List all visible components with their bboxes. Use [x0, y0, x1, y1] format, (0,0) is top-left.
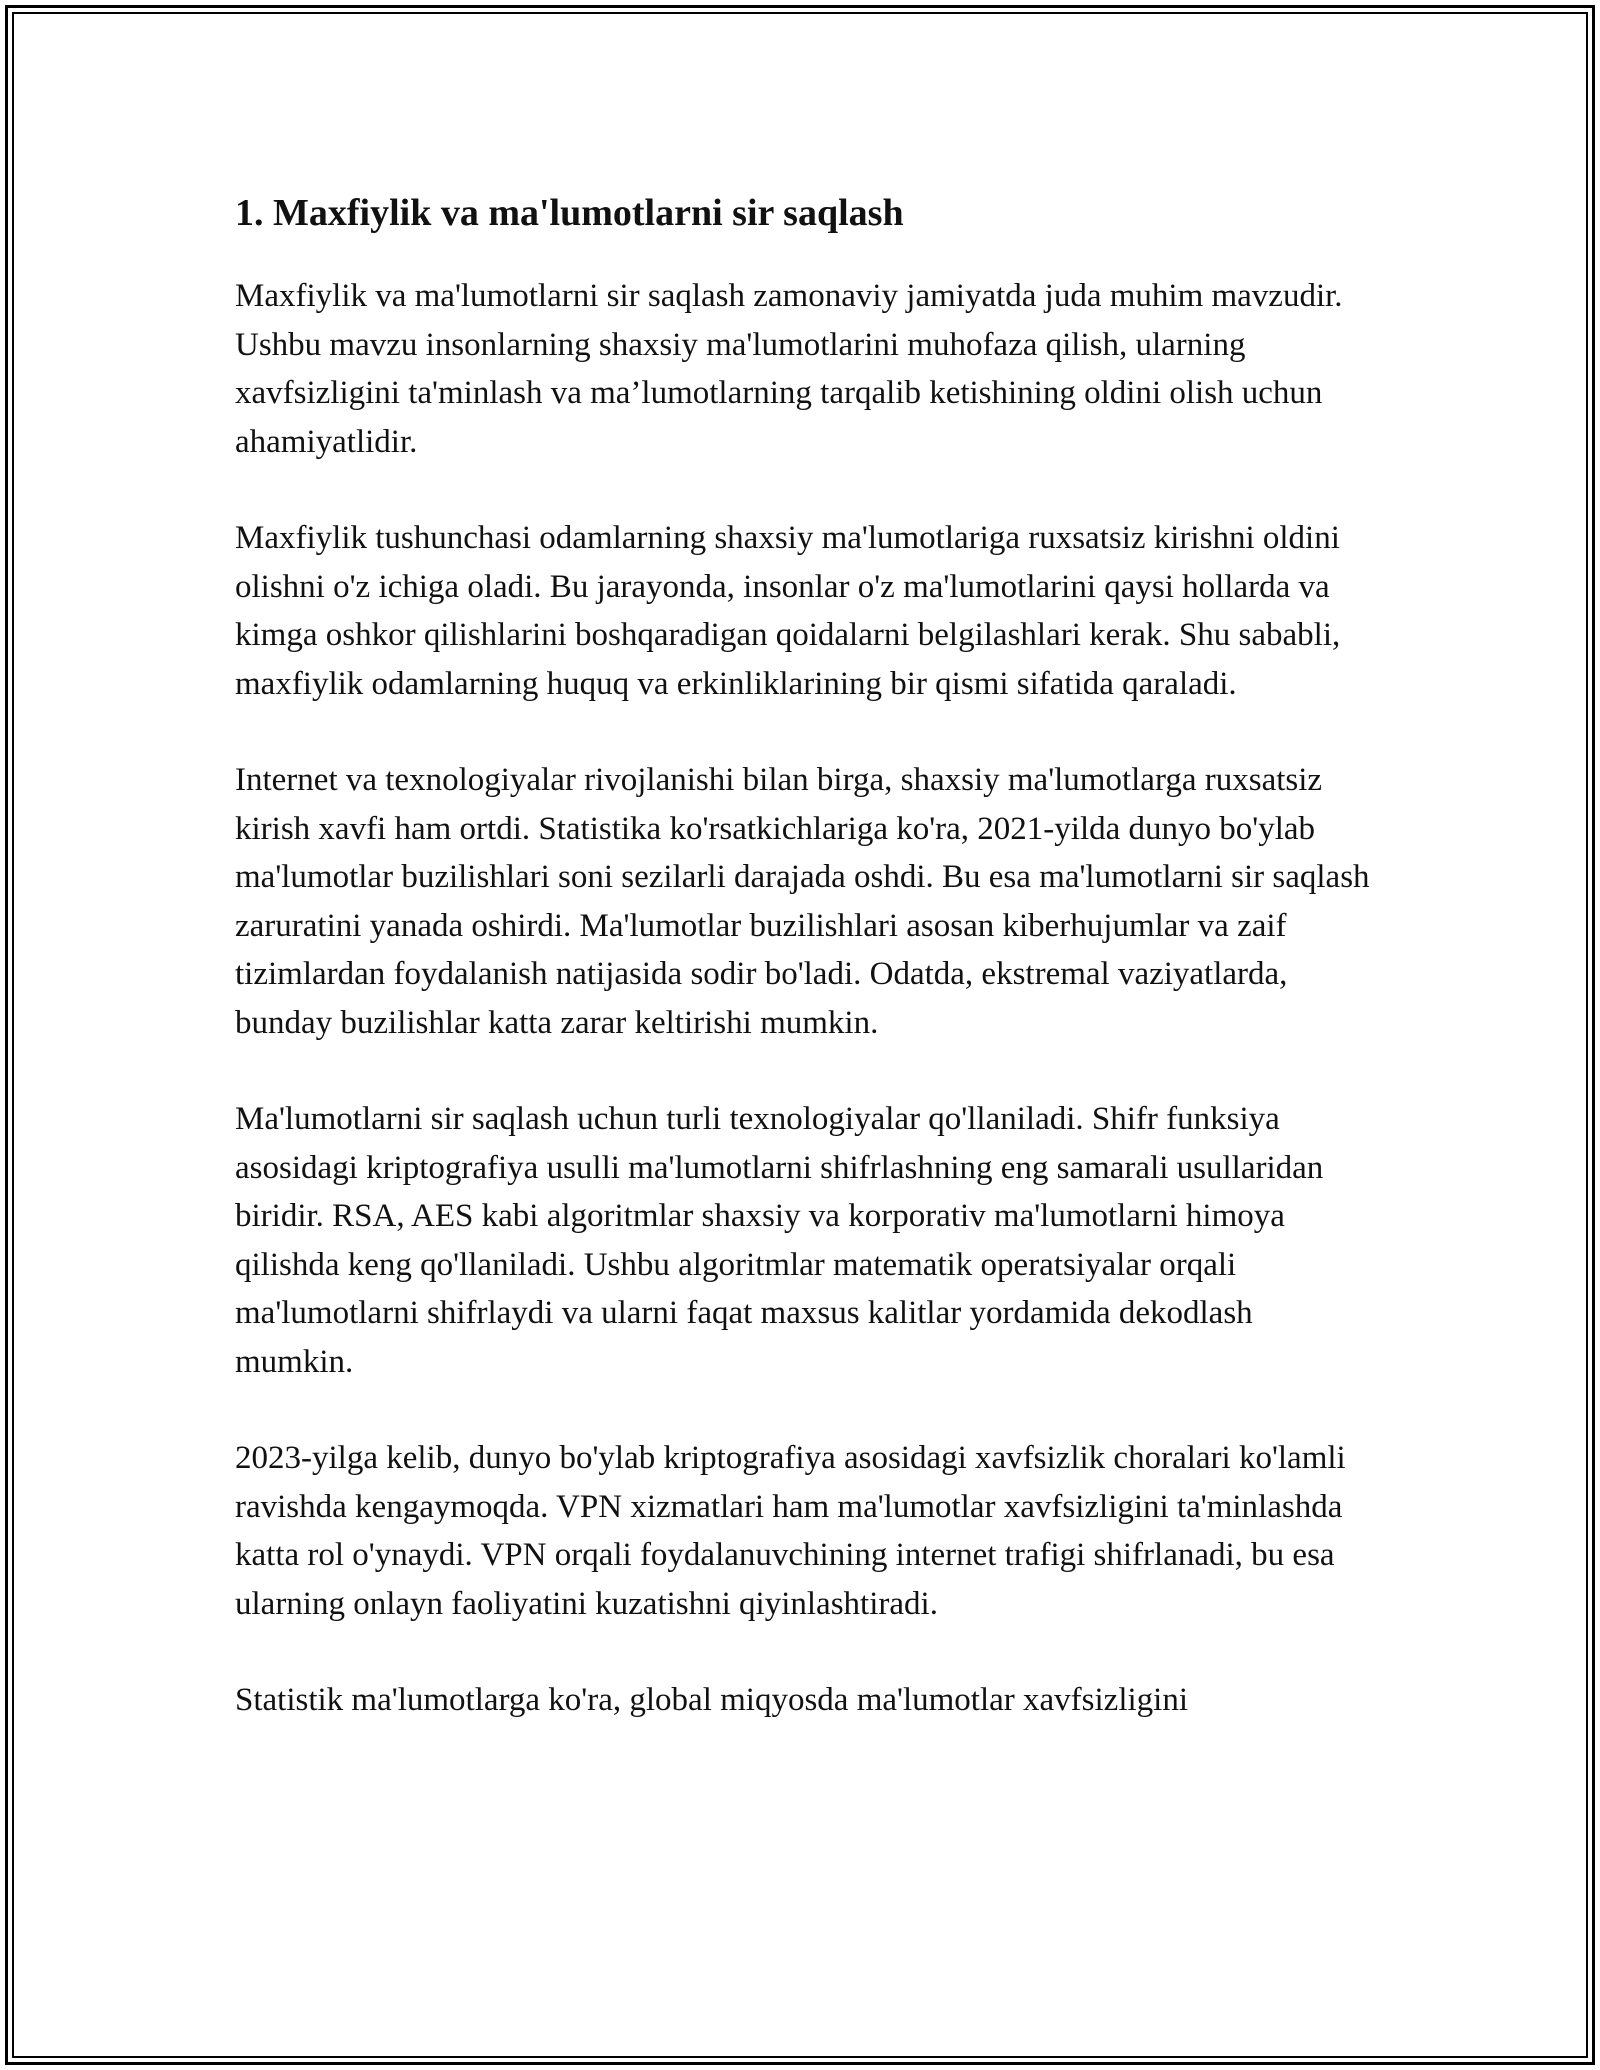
paragraph-privacy-concept: Maxfiylik tushunchasi odamlarning shaxsiy ma'lumotlariga ruxsatsiz kirishni oldini olishni o'z ichiga oladi. Bu jarayonda, insonlar o'z ma'lumotlarini qaysi hollarda va kimga oshkor qilishlarini boshqaradigan qoidalarni belgilashlari kerak. Shu sababli, maxfiylik odamlarning huquq va erkinliklarining bir qismi sifatida qaraladi.: [235, 520, 1341, 702]
paragraph-encryption: Ma'lumotlarni sir saqlash uchun turli texnologiyalar qo'llaniladi. Shifr funksiya asosidagi kriptografiya usulli ma'lumotlarni shifrlashning eng samarali usullaridan biridir. RSA, AES kabi algoritmlar shaxsiy va korporativ ma'lumotlarni himoya qilishda keng qo'llaniladi. Ushbu algoritmlar matematik operatsiyalar orqali ma'lumotlarni shifrlaydi va ularni faqat maxsus kalitlar yordamida dekodlash mumkin.: [235, 1101, 1324, 1380]
paragraph-vpn: 2023-yilga kelib, dunyo bo'ylab kriptografiya asosidagi xavfsizlik choralari ko'lamli ravishda kengaymoqda. VPN xizmatlari ham ma'lumotlar xavfsizligini ta'minlashda katta rol o'ynaydi. VPN orqali foydalanuvchining internet trafigi shifrlanadi, bu esa ularning onlayn faoliyatini kuzatishni qiyinlashtiradi.: [235, 1440, 1346, 1622]
document-body: [235, 188, 1375, 1773]
section-heading: 1. Maxfiylik va ma'lumotlarni sir saqlash: [235, 192, 904, 234]
paragraph-statistics: Statistik ma'lumotlarga ko'ra, global miqyosda ma'lumotlar xavfsizligini: [235, 1682, 1188, 1718]
paragraph-internet-risks: Internet va texnologiyalar rivojlanishi bilan birga, shaxsiy ma'lumotlarga ruxsatsiz kirish xavfi ham ortdi. Statistika ko'rsatkichlariga ko'ra, 2021-yilda dunyo bo'ylab ma'lumotlar buzilishlari soni sezilarli darajada oshdi. Bu esa ma'lumotlarni sir saqlash zaruratini yanada oshirdi. Ma'lumotlar buzilishlari asosan kiberhujumlar va zaif tizimlardan foydalanish natijasida sodir bo'ladi. Odatda, ekstremal vaziyatlarda, bunday buzilishlar katta zarar keltirishi mumkin.: [235, 762, 1370, 1041]
paragraph-intro: Maxfiylik va ma'lumotlarni sir saqlash zamonaviy jamiyatda juda muhim mavzudir. Ushbu mavzu insonlarning shaxsiy ma'lumotlarini muhofaza qilish, ularning xavfsizligini ta'minlash va ma’lumotlarning tarqalib ketishining oldini olish uchun ahamiyatlidir.: [235, 278, 1343, 460]
